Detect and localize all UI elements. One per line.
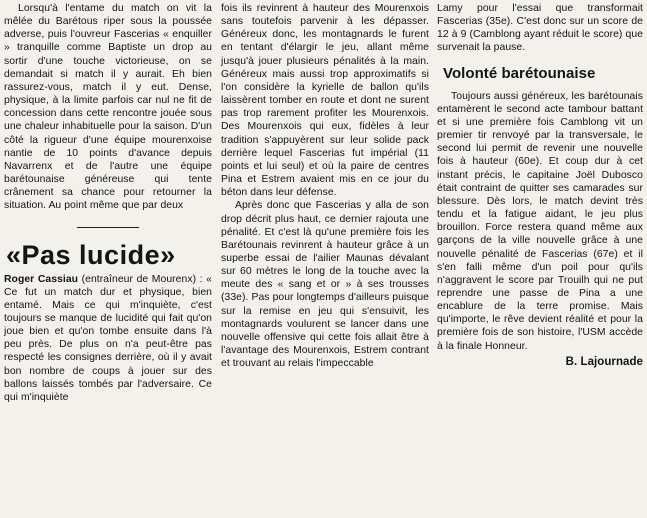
body-paragraph: fois ils revinrent à hauteur des Mourenxois sans toutefois parvenir à les dépasser. Généreux donc, les montagnards le furent en tentant d'élargir le jeu, allant même jusqu'à jouer plusieurs pénalités à la main. Généreux mais aussi trop approximatifs si l'on considère la kyrielle de ballon qu'ils laissèrent tomber en route et dont ne surent pas trop rarement profiter les Mourenxois. Des Mourenxois qui eux, fidèles à leur tradition s'appuyèrent sur leur solide pack derrière lequel Fascerias fut impérial (11 points et lui seul) et où la paire de centres Pina et Estrem avaient mis en ce jour du béton dans leur défense.	[221, 3, 429, 199]
author-signature: B. Lajournade	[565, 355, 643, 368]
body-paragraph: Après donc que Fascerias y alla de son drop décrit plus haut, ce dernier rajouta une pénalité. Et c'est là qu'une première fois les Barétounais revinrent à hauteur grâce à un superbe essai de l'ailier Maunas dévalant sur 60 mètres le long de la touche avec la meute des « sang et or » à ses trousses (33e). Pas pour longtemps d'ailleurs puisque sur la remise en jeu qui s'ensuivit, les montagnards voulurent se lancer dans une nouvelle offensive qui cette fois allait être à l'avantage des Mourenxois, Estrem contrant et trouvant au relais l'impeccable	[221, 200, 429, 370]
coach-quote-text: (entraîneur de Mourenx) : « Ce fut un match dur et physique, bien entamé. Mais ce qui m'inquiète, c'est toujours se manque de lucidité qui fait qu'on joue bien et qu'on tombe ensuite dans l'à peu près. De plus on n'a peut-être pas respecté les consignes derrière, où il y avait bon nombre de coups à jouer sur des ballons laissés tombés par l'adversaire. Ce qui m'inquiète	[4, 273, 212, 403]
quote-headline: «Pas lucide»	[6, 239, 176, 270]
column-1	[4, 2, 212, 404]
intro-paragraph: Lorsqu'à l'entame du match on vit la mêlée du Barétous riper sous la poussée adverse, puis l'ouvreur Fascerias « enquiller » tranquille comme Baptiste un drop au sortir d'une touche victorieuse, on se demandait si match il y aurait. Eh bien rassurez-vous, match il y eut. Dense, physique, à la limite parfois car nul ne fit de concession dans cette rencontre jouée sous une chaleur inhabituelle pour la saison. D'un côté la rigueur d'une équipe mourenxoise nantie de 10 points d'avance depuis Navarrenx et de l'autre une équipe barétounaise généreuse qui tente crânement sa chance pour retourner la situation. Au point même que par deux	[4, 3, 212, 212]
section-subheading: Volonté barétounaise	[443, 64, 596, 82]
body-paragraph: Toujours aussi généreux, les barétounais entamèrent le second acte tambour battant et si une première fois Camblong vit un premier tir renvoyé par la transversale, le second lui permit de revenir une nouvelle fois à hauteur (60e). Et coup dur à cet instant précis, le capitaine Joël Dubosco était contraint de quitter ses camarades sur blessure. Dès lors, le match devint très tendu et la fatigue aidant, le jeu plus brouillon. Force restera quand même aux garçons de la ville nouvelle grâce à une nouvelle pénalité de Fascerias (67e) et il s'en falli même d'un poil pour qu'ils n'aggravent le score par Trouilh qui ne put reprendre une passe de Pina a une encablure de la terre promise. Mais qu'importe, le rêve devient réalité et pour la première fois de son histoire, l'USM accède à la finale Honneur.	[437, 90, 643, 352]
column-3	[437, 2, 643, 369]
coach-quote-paragraph	[4, 273, 212, 405]
column-2	[221, 2, 429, 370]
body-paragraph: Lamy pour l'essai que transformait Fascerias (35e). C'est donc sur un score de 12 à 9 (Camblong ayant réduit le score) que survenait la pause.	[437, 3, 643, 54]
speaker-name: Roger Cassiau	[4, 273, 79, 285]
section-divider	[77, 227, 139, 228]
